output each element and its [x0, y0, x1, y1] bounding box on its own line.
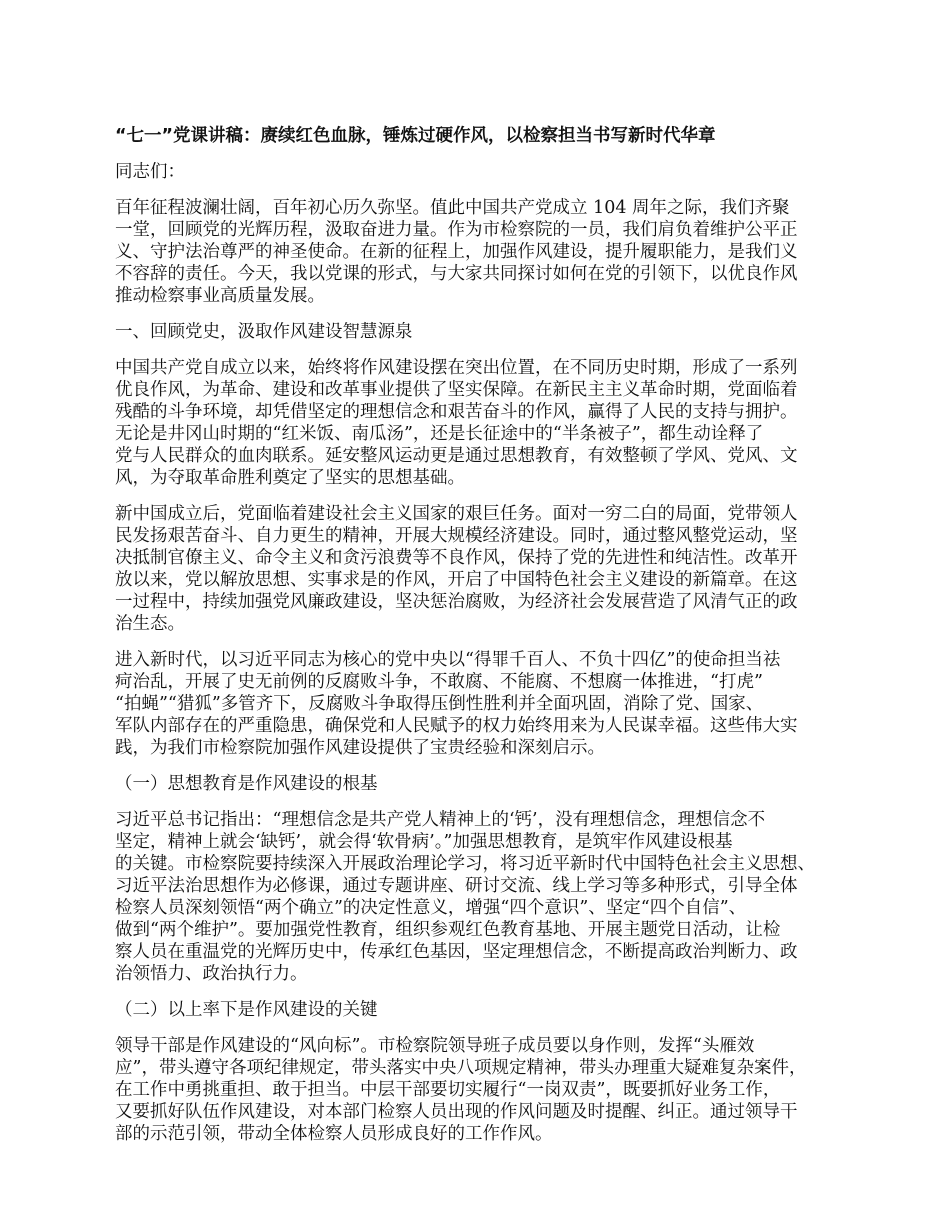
- text-line: 决抵制官僚主义、命令主义和贪污浪费等不良作风，保持了党的先进性和纯洁性。改革开: [115, 548, 798, 568]
- text-line: 察人员在重温党的光辉历史中，传承红色基因，坚定理想信念，不断提高政治判断力、政: [115, 942, 798, 962]
- paragraph: [115, 809, 845, 985]
- section-heading: [115, 773, 845, 795]
- text-line: 习近平法治思想作为必修课，通过专题讲座、研讨交流、线上学习等多种形式，引导全体: [115, 876, 798, 896]
- paragraph: [115, 649, 845, 759]
- text-line: 不容辞的责任。今天，我以党课的形式，与大家共同探讨如何在党的引领下，以优良作风: [115, 264, 798, 284]
- text-line: 的关键。市检察院要持续深入开展政治理论学习，将习近平新时代中国特色社会主义思想、: [115, 854, 815, 874]
- text-line: 应”，带头遵守各项纪律规定，带头落实中央八项规定精神，带头办理重大疑难复杂案件，: [115, 1058, 807, 1078]
- text-line: 部的示范引领，带动全体检察人员形成良好的工作作风。: [115, 1124, 553, 1144]
- text-line: 疴治乱，开展了史无前例的反腐败斗争，不敢腐、不能腐、不想腐一体推进，“打虎”: [115, 672, 763, 692]
- text-line: 无论是井冈山时期的“红米饭、南瓜汤”，还是长征途中的“半条被子”，都生动诠释了: [115, 424, 764, 444]
- text-line: 进入新时代，以习近平同志为核心的党中央以“得罪千百人、不负十四亿”的使命担当祛: [115, 650, 781, 670]
- text-line: 残酷的斗争环境，却凭借坚定的理想信念和艰苦奋斗的作风，赢得了人民的支持与拥护。: [115, 402, 798, 422]
- text-line: （一）思想教育是作风建设的根基: [115, 774, 378, 794]
- paragraph: [115, 1035, 845, 1145]
- text-line: 义、守护法治尊严的神圣使命。在新的征程上，加强作风建设，提升履职能力，是我们义: [115, 242, 798, 262]
- document-body: [115, 197, 845, 1145]
- text-line: 党与人民群众的血肉联系。延安整风运动更是通过思想教育，有效整顿了学风、党风、文: [115, 446, 798, 466]
- greeting: [115, 161, 845, 183]
- text-line: 民发扬艰苦奋斗、自力更生的精神，开展大规模经济建设。同时，通过整风整党运动，坚: [115, 526, 798, 546]
- text-line: 军队内部存在的严重隐患，确保党和人民赋予的权力始终用来为人民谋幸福。这些伟大实: [115, 716, 798, 736]
- document-page: [115, 125, 845, 1159]
- text-line: 在工作中勇挑重担、敢于担当。中层干部要切实履行“一岗双责”，既要抓好业务工作，: [115, 1080, 781, 1100]
- text-line: 治领悟力、政治执行力。: [115, 964, 308, 984]
- text-line: 风，为夺取革命胜利奠定了坚实的思想基础。: [115, 468, 465, 488]
- text-line: 优良作风，为革命、建设和改革事业提供了坚实保障。在新民主主义革命时期，党面临着: [115, 380, 798, 400]
- text-line: 治生态。: [115, 614, 185, 634]
- text-line: 又要抓好队伍作风建设，对本部门检察人员出现的作风问题及时提醒、纠正。通过领导干: [115, 1102, 798, 1122]
- text-line: 中国共产党自成立以来，始终将作风建设摆在突出位置，在不同历史时期，形成了一系列: [115, 358, 798, 378]
- text-line: 检察人员深刻领悟“两个确立”的决定性意义，增强“四个意识”、坚定“四个自信”、: [115, 898, 747, 918]
- greeting-text: 同志们：: [115, 162, 185, 182]
- text-line: （二）以上率下是作风建设的关键: [115, 1000, 378, 1020]
- paragraph: [115, 503, 845, 635]
- text-line: 放以来，党以解放思想、实事求是的作风，开启了中国特色社会主义建设的新篇章。在这: [115, 570, 798, 590]
- text-line: 践，为我们市检察院加强作风建设提供了宝贵经验和深刻启示。: [115, 738, 605, 758]
- text-line: 新中国成立后，党面临着建设社会主义国家的艰巨任务。面对一穷二白的局面，党带领人: [115, 504, 798, 524]
- document-title: “七一”党课讲稿：赓续红色血脉，锤炼过硬作风，以检察担当书写新时代华章: [115, 126, 716, 146]
- text-line: “拍蝇”“猎狐”多管齐下，反腐败斗争取得压倒性胜利并全面巩固，消除了党、国家、: [115, 694, 764, 714]
- text-line: 一过程中，持续加强党风廉政建设，坚决惩治腐败，为经济社会发展营造了风清气正的政: [115, 592, 798, 612]
- section-heading: [115, 999, 845, 1021]
- text-line: 做到“两个维护”。要加强党性教育，组织参观红色教育基地、开展主题党日活动，让检: [115, 920, 781, 940]
- text-line: 推动检察事业高质量发展。: [115, 286, 325, 306]
- text-line: 领导干部是作风建设的“风向标”。市检察院领导班子成员要以身作则，发挥“头雁效: [115, 1036, 755, 1056]
- text-line: 百年征程波澜壮阔，百年初心历久弥坚。值此中国共产党成立 104 周年之际，我们齐聚: [115, 198, 790, 218]
- paragraph: [115, 357, 845, 489]
- section-heading: [115, 321, 845, 343]
- paragraph: [115, 197, 845, 307]
- text-line: 习近平总书记指出：“理想信念是共产党人精神上的‘钙’，没有理想信念，理想信念不: [115, 810, 766, 830]
- text-line: 坚定，精神上就会‘缺钙’，就会得‘软骨病’。”加强思想教育，是筑牢作风建设根基: [115, 832, 733, 852]
- text-line: 一堂，回顾党的光辉历程，汲取奋进力量。作为市检察院的一员，我们肩负着维护公平正: [115, 220, 798, 240]
- text-line: 一、回顾党史，汲取作风建设智慧源泉: [115, 322, 413, 342]
